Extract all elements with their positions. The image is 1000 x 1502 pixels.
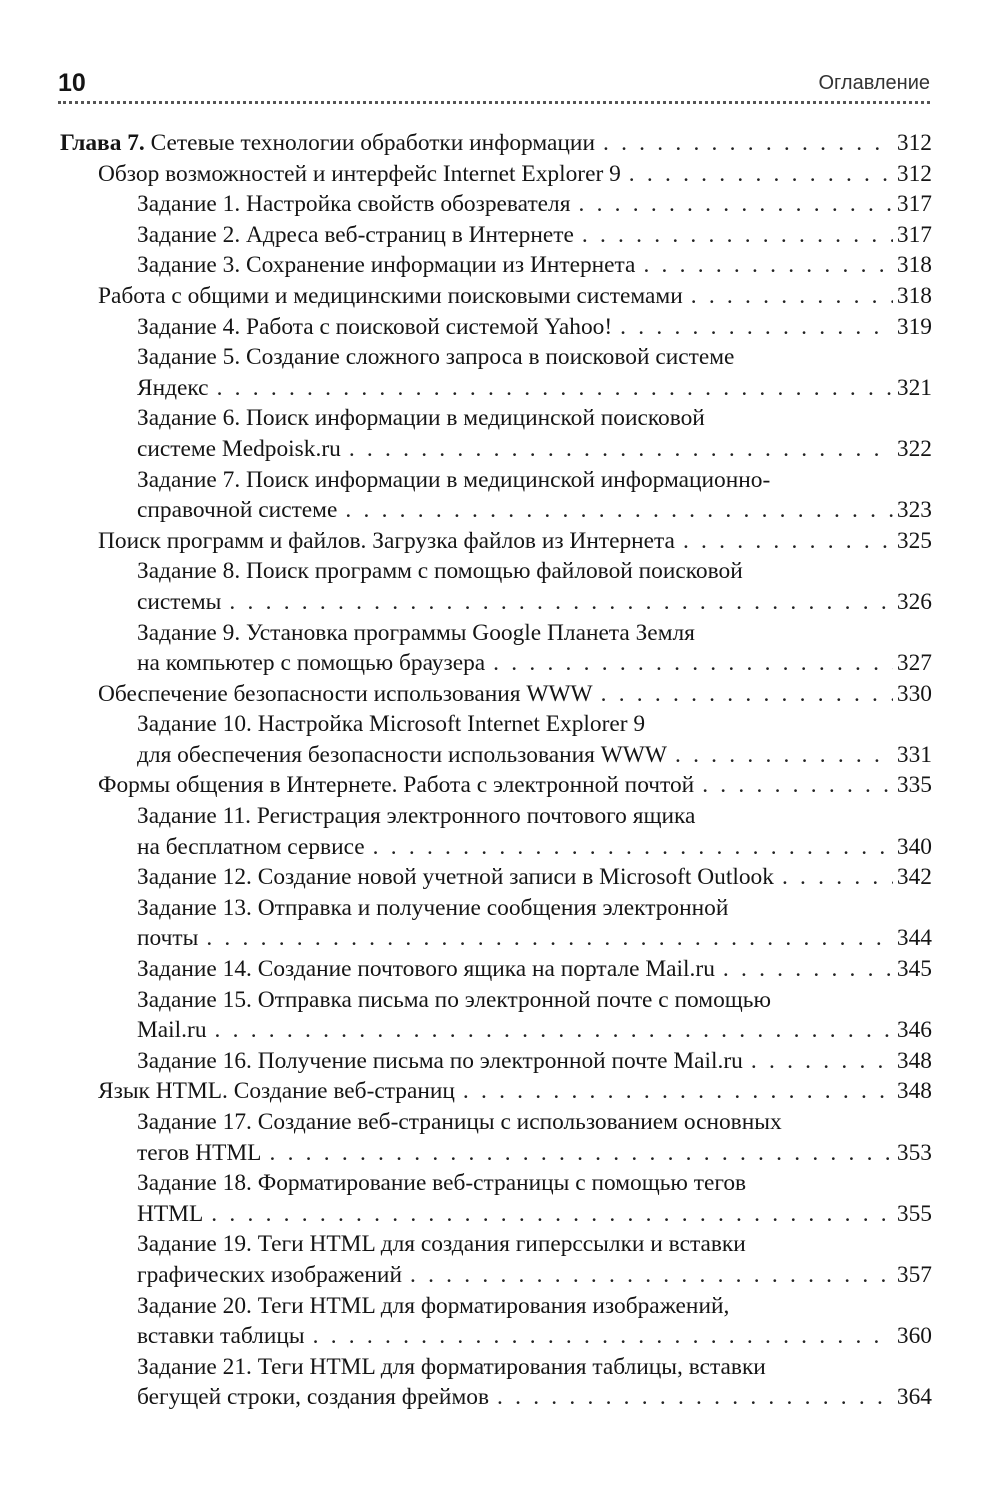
toc-line: [60, 495, 932, 526]
toc-entry-title: Задание 19. Теги HTML для создания гиперссылки и вставки: [137, 1231, 746, 1258]
dot-leader: [497, 1382, 893, 1413]
toc-task-entry[interactable]: [60, 954, 932, 985]
toc-line: [60, 281, 932, 312]
toc-line: [60, 1168, 932, 1199]
toc-line: [60, 832, 932, 863]
running-head: [58, 68, 930, 98]
toc-task-entry[interactable]: [60, 1229, 932, 1290]
toc-line: [60, 862, 932, 893]
toc-entry-title: Задание 17. Создание веб-страницы с использованием основных: [137, 1109, 782, 1135]
toc-line: [60, 740, 932, 771]
dot-leader: [603, 128, 893, 159]
toc-page-number: 344: [896, 925, 932, 952]
toc-entry-title: Задание 2. Адреса веб-страниц в Интернете: [137, 221, 574, 248]
dot-leader: [578, 189, 892, 220]
toc-section-entry[interactable]: [60, 281, 932, 312]
toc-entry-title: системе Medpoisk.ru: [137, 435, 341, 462]
toc-entry-title: Обеспечение безопасности использования WWW: [98, 680, 593, 707]
toc-entry-title: Задание 15. Отправка письма по электронной почте с помощью: [137, 986, 771, 1013]
toc-entry-title: Задание 8. Поиск программ с помощью файловой поисковой: [137, 558, 743, 585]
dot-leader: [683, 526, 893, 557]
toc-entry-title: Задание 6. Поиск информации в медицинской поисковой: [137, 405, 705, 432]
toc-section-entry[interactable]: [60, 679, 932, 710]
toc-entry-title: системы: [137, 588, 222, 615]
toc-page-number: 326: [896, 588, 932, 615]
toc-section-entry[interactable]: [60, 1076, 932, 1107]
toc-line: [60, 923, 932, 954]
toc-line: [60, 312, 932, 343]
dot-leader: [313, 1321, 893, 1352]
toc-task-entry[interactable]: [60, 220, 932, 251]
toc-task-entry[interactable]: [60, 618, 932, 679]
toc-entry-title: Поиск программ и файлов. Загрузка файлов из Интернета: [98, 527, 675, 554]
header-dotted-rule: [58, 101, 930, 108]
toc-line: [60, 709, 932, 740]
toc-page-number: 345: [896, 956, 932, 983]
dot-leader: [211, 1199, 893, 1230]
dot-leader: [629, 159, 893, 190]
toc-page-number: 319: [896, 313, 932, 340]
toc-entry-title: Задание 12. Создание новой учетной записи в Microsoft Outlook: [137, 864, 774, 891]
toc-page-number: 348: [896, 1078, 932, 1105]
toc-task-entry[interactable]: [60, 1352, 932, 1413]
toc-line: [60, 1229, 932, 1260]
toc-line: [60, 526, 932, 557]
dot-leader: [229, 587, 893, 618]
toc-line: [60, 465, 932, 496]
dot-leader: [675, 740, 893, 771]
toc-task-entry[interactable]: [60, 1046, 932, 1077]
toc-task-entry[interactable]: [60, 1168, 932, 1229]
dot-leader: [410, 1260, 893, 1291]
toc-page-number: 357: [896, 1261, 932, 1288]
toc-entry-title: Обзор возможностей и интерфейс Internet Explorer 9: [98, 160, 621, 187]
dot-leader: [751, 1046, 893, 1077]
toc-page-number: 342: [896, 864, 932, 891]
toc-entry-title: Задание 16. Получение письма по электронной почте Mail.ru: [137, 1047, 743, 1074]
table-of-contents: [60, 128, 932, 1413]
toc-line: [60, 1352, 932, 1383]
toc-task-entry[interactable]: [60, 893, 932, 954]
toc-task-entry[interactable]: [60, 709, 932, 770]
toc-line: [60, 893, 932, 924]
toc-line: [60, 1107, 932, 1138]
dot-leader: [601, 679, 893, 710]
dot-leader: [215, 1015, 893, 1046]
toc-line: [60, 128, 932, 159]
dot-leader: [620, 312, 893, 343]
toc-line: [60, 1321, 932, 1352]
toc-page-number: 317: [896, 221, 932, 248]
toc-line: [60, 954, 932, 985]
dot-leader: [269, 1138, 892, 1169]
toc-page-number: 317: [896, 191, 932, 218]
toc-line: [60, 1199, 932, 1230]
toc-line: [60, 556, 932, 587]
toc-entry-title: Задание 4. Работа с поисковой системой Yahoo!: [137, 313, 613, 340]
toc-page-number: 330: [896, 680, 932, 707]
toc-chapter-entry[interactable]: [60, 128, 932, 159]
dot-leader: [345, 495, 893, 526]
toc-entry-title: Задание 13. Отправка и получение сообщения электронной: [137, 894, 729, 921]
toc-task-entry[interactable]: [60, 403, 932, 464]
toc-task-entry[interactable]: [60, 189, 932, 220]
toc-section-entry[interactable]: [60, 770, 932, 801]
toc-line: [60, 1015, 932, 1046]
toc-entry-title: HTML: [137, 1200, 204, 1227]
toc-task-entry[interactable]: [60, 1291, 932, 1352]
toc-page-number: 312: [896, 130, 932, 156]
toc-line: [60, 1291, 932, 1322]
toc-entry-title: вставки таблицы: [137, 1323, 305, 1350]
toc-entry-title: Задание 11. Регистрация электронного почтового ящика: [137, 803, 696, 830]
toc-entry-title: тегов HTML: [137, 1139, 262, 1166]
toc-line: [60, 1046, 932, 1077]
toc-task-entry[interactable]: [60, 250, 932, 281]
toc-page-number: 340: [896, 833, 932, 860]
toc-page-number: 318: [896, 252, 932, 279]
toc-task-entry[interactable]: [60, 801, 932, 862]
toc-line: [60, 587, 932, 618]
dot-leader: [691, 281, 893, 312]
toc-entry-title: Задание 18. Форматирование веб-страницы с помощью тегов: [137, 1170, 747, 1197]
toc-page-number: 312: [896, 160, 932, 187]
chapter-label: Глава 7.: [60, 130, 145, 156]
toc-line: [60, 618, 932, 649]
toc-entry-title: Задание 20. Теги HTML для форматирования изображений,: [137, 1292, 730, 1319]
toc-task-entry[interactable]: [60, 342, 932, 403]
dot-leader: [463, 1076, 893, 1107]
dot-leader: [702, 770, 893, 801]
dot-leader: [349, 434, 893, 465]
toc-entry-title: Задание 14. Создание почтового ящика на портале Mail.ru: [137, 956, 715, 983]
toc-line: [60, 801, 932, 832]
toc-entry-title: почты: [137, 925, 199, 952]
toc-page-number: 346: [896, 1017, 932, 1044]
section-title: Оглавление: [818, 72, 930, 94]
toc-section-entry[interactable]: [60, 159, 932, 190]
toc-line: [60, 342, 932, 373]
toc-line: [60, 1260, 932, 1291]
dot-leader: [493, 648, 893, 679]
toc-task-entry[interactable]: [60, 1107, 932, 1168]
toc-entry-title: бегущей строки, создания фреймов: [137, 1384, 489, 1411]
toc-entry-title: [60, 128, 595, 159]
toc-line: [60, 1076, 932, 1107]
toc-page-number: 348: [896, 1047, 932, 1074]
dot-leader: [782, 862, 893, 893]
toc-entry-title: Задание 7. Поиск информации в медицинской информационно-: [137, 466, 771, 493]
toc-line: [60, 159, 932, 190]
toc-task-entry[interactable]: [60, 862, 932, 893]
page-number: 10: [58, 69, 86, 97]
dot-leader: [206, 923, 893, 954]
toc-page-number: 355: [896, 1200, 932, 1227]
dot-leader: [723, 954, 893, 985]
toc-page-number: 364: [896, 1384, 932, 1411]
toc-task-entry[interactable]: [60, 556, 932, 617]
dot-leader: [582, 220, 893, 251]
toc-entry-title: Задание 9. Установка программы Google Планета Земля: [137, 619, 695, 646]
toc-entry-title: Задание 5. Создание сложного запроса в поисковой системе: [137, 344, 735, 371]
dot-leader: [373, 832, 893, 863]
dot-leader: [217, 373, 893, 404]
toc-line: [60, 250, 932, 281]
toc-page-number: 322: [896, 435, 932, 462]
dot-leader: [643, 250, 892, 281]
toc-line: [60, 679, 932, 710]
toc-section-entry[interactable]: [60, 526, 932, 557]
chapter-title: Сетевые технологии обработки информации: [150, 130, 595, 156]
toc-line: [60, 189, 932, 220]
toc-page-number: 323: [896, 497, 932, 524]
toc-line: [60, 403, 932, 434]
toc-entry-title: на бесплатном сервисе: [137, 833, 365, 860]
toc-line: [60, 1382, 932, 1413]
toc-page-number: 325: [896, 527, 932, 554]
toc-entry-title: для обеспечения безопасности использования WWW: [137, 741, 667, 768]
toc-entry-title: на компьютер с помощью браузера: [137, 650, 486, 677]
toc-page-number: 321: [896, 374, 932, 401]
toc-entry-title: Работа с общими и медицинскими поисковыми системами: [98, 282, 683, 309]
toc-page-number: 327: [896, 650, 932, 677]
toc-page-number: 331: [896, 741, 932, 768]
toc-line: [60, 434, 932, 465]
toc-task-entry[interactable]: [60, 465, 932, 526]
toc-entry-title: Задание 21. Теги HTML для форматирования таблицы, вставки: [137, 1353, 766, 1380]
toc-entry-title: Задание 1. Настройка свойств обозревателя: [137, 191, 571, 218]
toc-entry-title: справочной системе: [137, 497, 338, 524]
toc-entry-title: Язык HTML. Создание веб-страниц: [98, 1078, 455, 1105]
toc-entry-title: графических изображений: [137, 1261, 402, 1288]
toc-task-entry[interactable]: [60, 985, 932, 1046]
toc-page-number: 353: [896, 1139, 932, 1166]
toc-entry-title: Задание 10. Настройка Microsoft Internet Explorer 9: [137, 711, 646, 738]
toc-task-entry[interactable]: [60, 312, 932, 343]
toc-line: [60, 985, 932, 1016]
toc-line: [60, 220, 932, 251]
toc-line: [60, 770, 932, 801]
toc-line: [60, 373, 932, 404]
toc-entry-title: Яндекс: [137, 374, 209, 401]
toc-entry-title: Формы общения в Интернете. Работа с электронной почтой: [98, 772, 695, 799]
toc-entry-title: Mail.ru: [137, 1017, 207, 1044]
toc-line: [60, 1138, 932, 1169]
toc-entry-title: Задание 3. Сохранение информации из Интернета: [137, 252, 636, 279]
toc-page-number: 360: [896, 1323, 932, 1350]
toc-page-number: 318: [896, 282, 932, 309]
toc-line: [60, 648, 932, 679]
toc-page-number: 335: [896, 772, 932, 799]
